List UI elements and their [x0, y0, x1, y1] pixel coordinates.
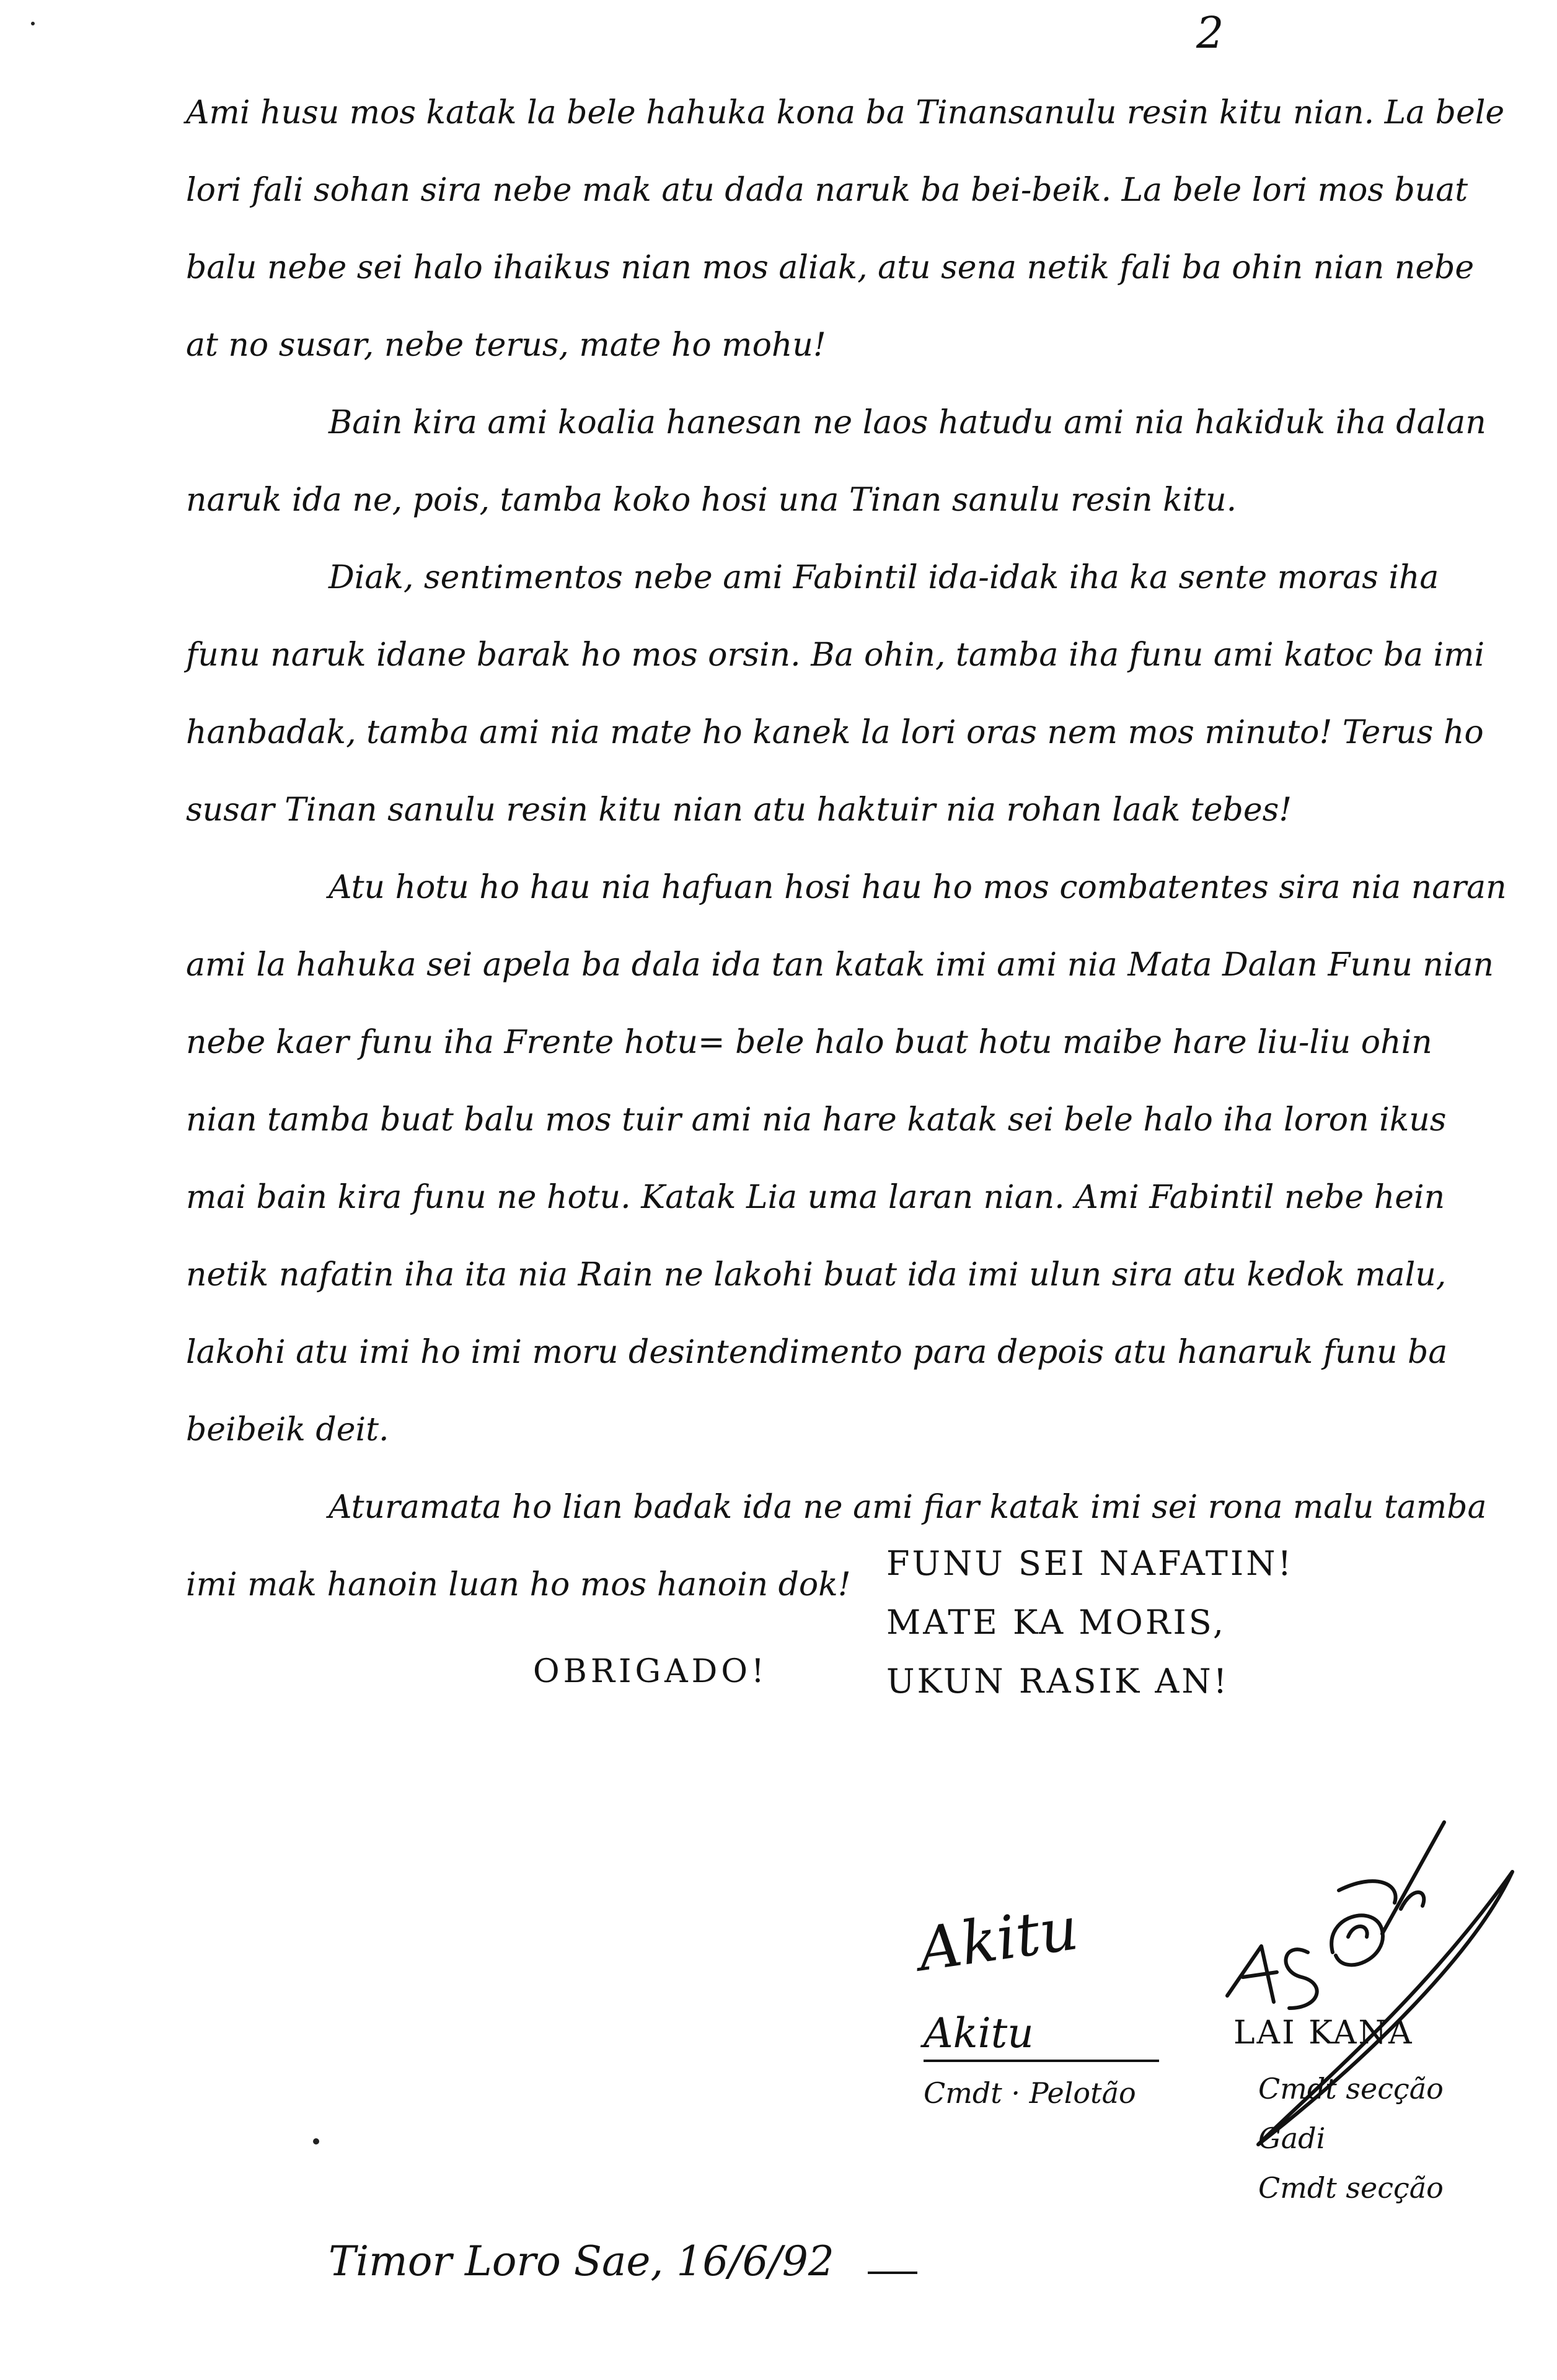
place-and-date: Timor Loro Sae, 16/6/92 [329, 2237, 834, 2285]
motto-line-3: UKUN RASIK AN! [886, 1662, 1230, 1701]
motto-block [886, 1534, 1294, 1711]
signatory-title-right-2: Gadi [1258, 2122, 1326, 2155]
ink-dot [31, 22, 35, 25]
signatory-left [914, 1893, 1184, 2118]
signatory-title-right-1: Cmdt secção [1258, 2072, 1444, 2105]
ink-dot [313, 2138, 319, 2144]
signatory-name-left: Akitu [924, 2009, 1034, 2057]
signatory-name-right: LAI KANA [1233, 2014, 1414, 2052]
signature-line-left [924, 2060, 1159, 2062]
signatory-title-right-3: Cmdt secção [1258, 2171, 1444, 2205]
paragraph-4: Atu hotu ho hau nia hafuan hosi hau ho mos combatentes sira nia naran ami la hahuka sei apela ba dala ida tan katak imi ami nia Mata Dalan Funu nian nebe kaer funu iha Frente hotu= bele halo buat hotu maibe hare liu-liu ohin nian tamba buat balu mos tuir ami nia hare katak sei bele halo iha loron ikus mai bain kira funu ne hotu. Katak Lia uma laran nian. Ami Fabintil nebe hein netik nafatin iha ita nia Rain ne lakohi buat ida imi ulun sira atu kedok malu, lakohi atu imi ho imi moru desintendimento para depois atu hanaruk funu ba beibeik deit. [186, 869, 1507, 1448]
signatory-title-left: Cmdt · Pelotão [924, 2076, 1136, 2110]
signatory-right [1233, 2014, 1519, 2213]
paragraph-3: Diak, sentimentos nebe ami Fabintil ida-idak iha ka sente moras iha funu naruk idane barak ho mos orsin. Ba ohin, tamba iha funu ami katoc ba imi hanbadak, tamba ami nia mate ho kanek la lori oras nem mos minuto! Terus ho susar Tinan sanulu resin kitu nian atu haktuir nia rohan laak tebes! [186, 559, 1485, 829]
motto-line-2: MATE KA MORIS, [886, 1603, 1227, 1642]
paragraph-5: Aturamata ho lian badak ida ne ami fiar katak imi sei rona malu tamba imi mak hanoin luan ho mos hanoin dok! [186, 1489, 1487, 1603]
letter-body [186, 74, 1512, 1711]
handwritten-signature-akitu: Akitu [914, 1893, 1083, 1985]
motto-line-1: FUNU SEI NAFATIN! [886, 1544, 1294, 1583]
closing-thanks: OBRIGADO! [533, 1653, 768, 1690]
page-number: 2 [1196, 7, 1224, 58]
paragraph-1: Ami husu mos katak la bele hahuka kona ba Tinansanulu resin kitu nian. La bele lori fali sohan sira nebe mak atu dada naruk ba bei-beik. La bele lori mos buat balu nebe sei halo ihaikus nian mos aliak, atu sena netik fali ba ohin nian nebe at no susar, nebe terus, mate ho mohu! [186, 94, 1505, 364]
paragraph-2: Bain kira ami koalia hanesan ne laos hatudu ami nia hakiduk iha dalan naruk ida ne, pois, tamba koko hosi una Tinan sanulu resin kitu. [186, 404, 1486, 519]
date-underline [868, 2272, 917, 2274]
